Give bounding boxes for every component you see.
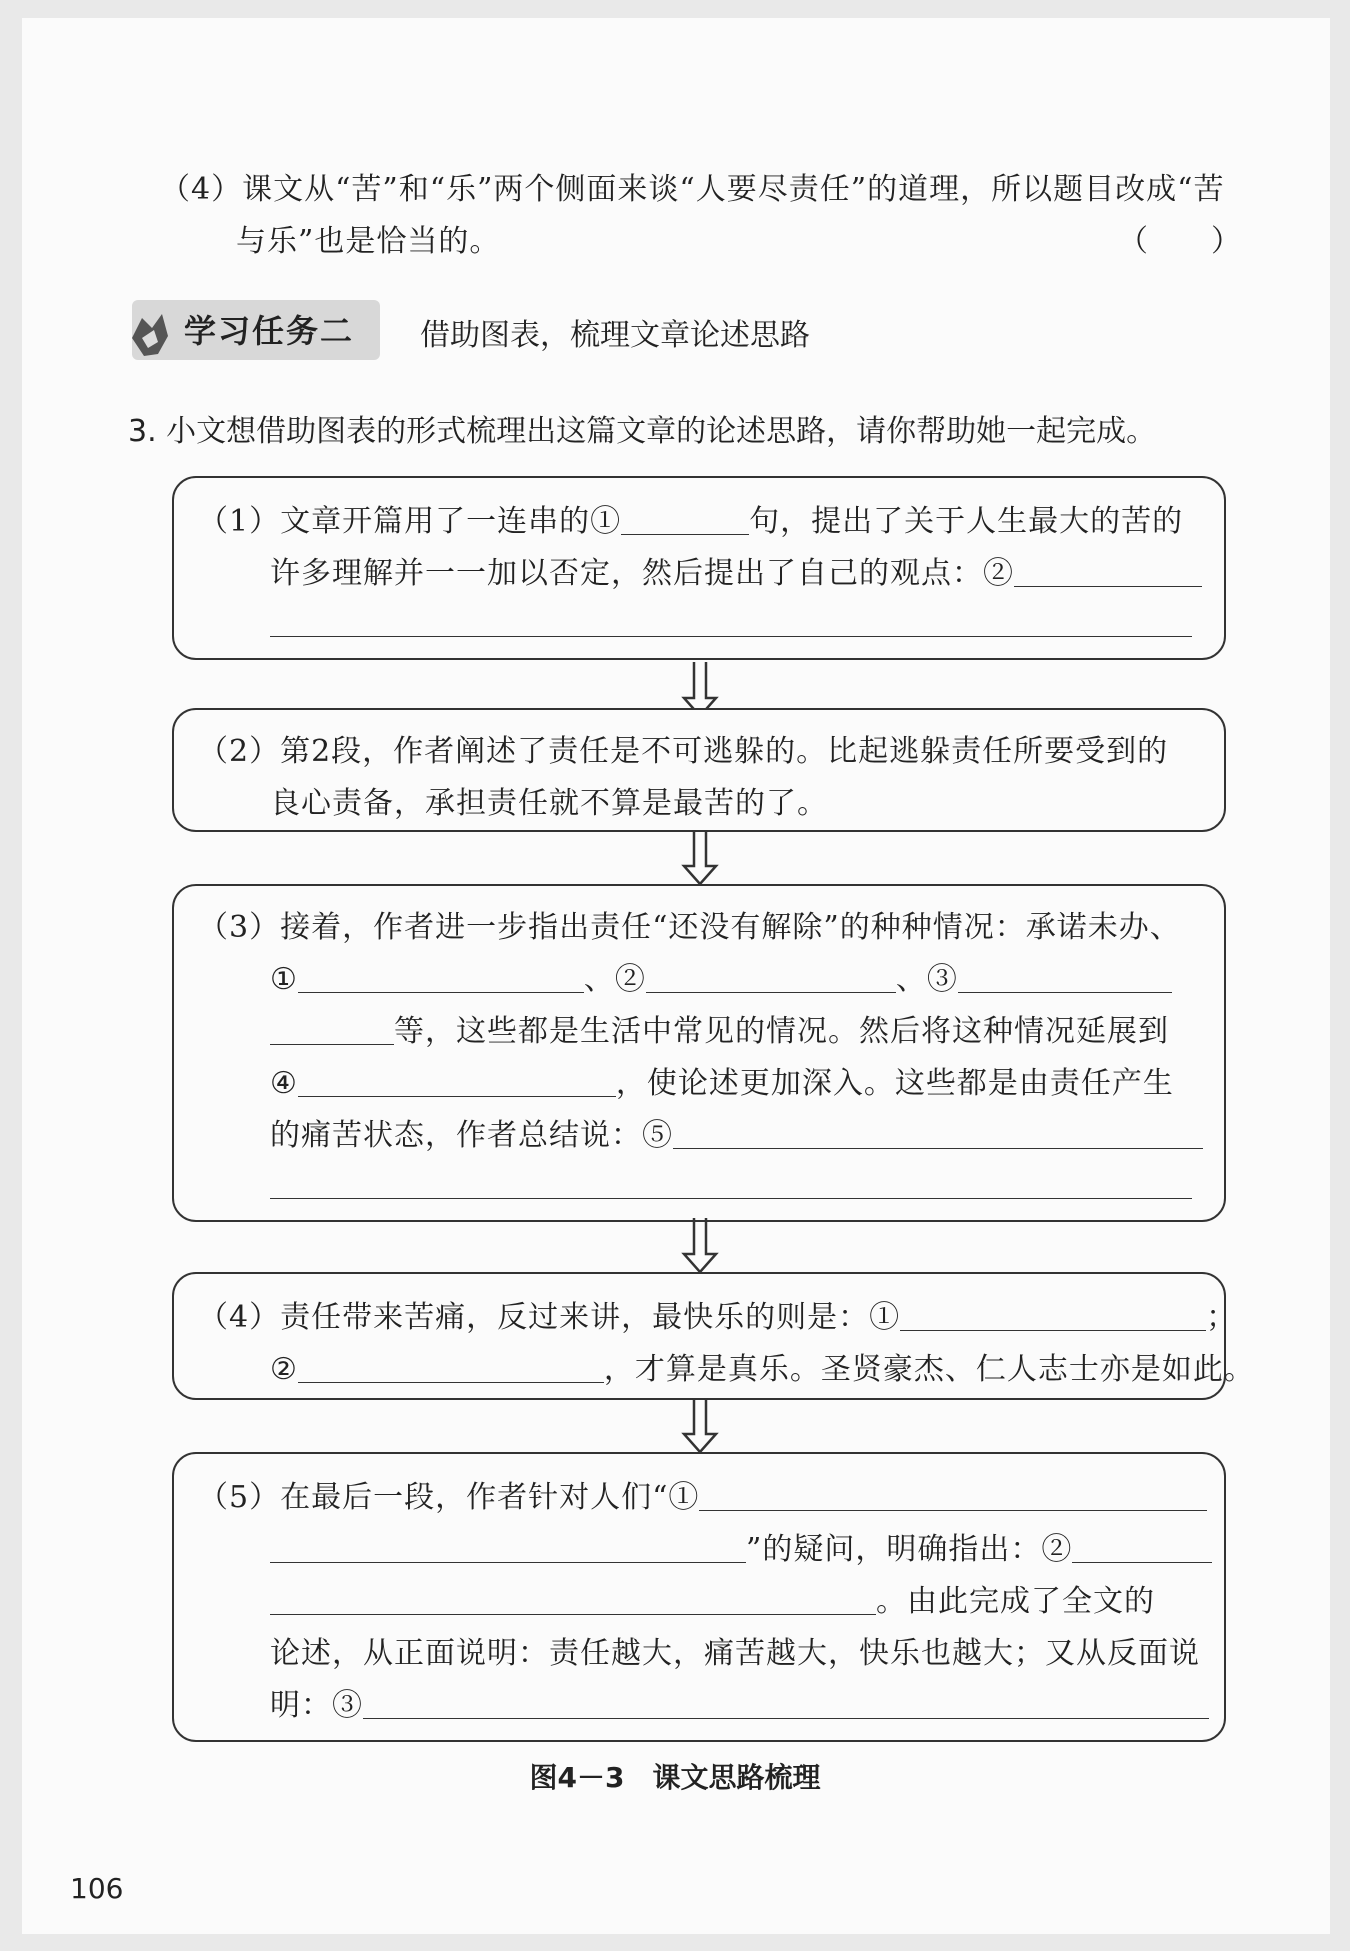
box4-line1 [198,1292,1237,1336]
box5-line1 [198,1472,1207,1516]
down-arrow-icon [680,830,720,886]
box1-line2-text: 许多理解并一一加以否定，然后提出了自己的观点：② [270,556,1014,591]
box3-blank-3-cont[interactable] [270,1014,394,1045]
box5-blank-1-cont[interactable] [270,1532,746,1563]
box3-line3 [270,1006,1169,1050]
box3-blank-3[interactable] [958,962,1172,993]
box5-line5-text: 明：③ [270,1688,363,1723]
box1-blank-1[interactable] [621,504,749,535]
item4-line2: 与乐”也是恰当的。 [236,224,501,259]
box5-blank-1[interactable] [699,1480,1207,1511]
down-arrow-icon [680,1398,720,1454]
box5-line2 [270,1524,1212,1568]
box3-line5 [270,1110,1203,1154]
box1-line2 [270,548,1202,592]
box3-marker-4: ④ [270,1066,298,1101]
leaf-decoration-icon [128,308,172,360]
box4-line1-end: ； [1206,1300,1238,1335]
box5-line3-text: 。由此完成了全文的 [876,1584,1155,1619]
box3-blank-1[interactable] [298,962,584,993]
box2-line2: 良心责备，承担责任就不算是最苦的了。 [270,786,828,821]
box1-answer-line[interactable] [270,636,1192,637]
box4-line1-text: （4）责任带来苦痛，反过来讲，最快乐的则是：① [198,1300,901,1335]
box3-marker-3: 、③ [895,962,958,997]
box4-blank-1[interactable] [900,1300,1206,1331]
box4-marker-2: ② [270,1352,298,1387]
box1-line1-a: （1）文章开篇用了一连串的① [198,504,622,539]
box3-blank-2[interactable] [646,962,896,993]
box3-marker-2: 、② [583,962,646,997]
box5-blank-2[interactable] [1072,1532,1212,1563]
down-arrow-icon [680,1218,720,1274]
task-badge-label: 学习任务二 [184,312,355,350]
box5-line4: 论述，从正面说明：责任越大，痛苦越大，快乐也越大；又从反面说 [270,1636,1200,1671]
figure-caption: 图4－3 课文思路梳理 [529,1761,821,1794]
box3-blank-4[interactable] [298,1066,616,1097]
box3-line5-text: 的痛苦状态，作者总结说：⑤ [270,1118,673,1153]
box3-line4 [270,1058,1174,1102]
box5-blank-3[interactable] [363,1688,1209,1719]
box3-line1: （3）接着，作者进一步指出责任“还没有解除”的种种情况：承诺未办、 [198,910,1181,945]
box5-line5 [270,1680,1209,1724]
box2-line1: （2）第2段，作者阐述了责任是不可逃躲的。比起逃躲责任所要受到的 [198,734,1169,769]
box3-answer-line[interactable] [270,1198,1192,1199]
box1-blank-2[interactable] [1014,556,1202,587]
box3-line2 [270,954,1172,998]
answer-paren[interactable]: （ ） [1118,224,1242,259]
box5-line1-text: （5）在最后一段，作者针对人们“① [198,1480,700,1515]
box1-line1-b: 句，提出了关于人生最大的苦的 [749,504,1184,539]
box3-marker-1: ① [270,962,298,997]
box3-blank-5[interactable] [673,1118,1203,1149]
question-3: 3. 小文想借助图表的形式梳理出这篇文章的论述思路，请你帮助她一起完成。 [128,414,1157,449]
box5-blank-2-cont[interactable] [270,1584,876,1615]
box3-line4-text: ，使论述更加深入。这些都是由责任产生 [615,1066,1174,1101]
box4-blank-2[interactable] [298,1352,604,1383]
box4-line2 [270,1344,1255,1388]
box5-line3 [270,1576,1155,1620]
box1-line1 [198,496,1183,540]
page-number: 106 [70,1872,124,1905]
task-title: 借助图表，梳理文章论述思路 [420,318,810,353]
box5-line2-text: ”的疑问，明确指出：② [746,1532,1073,1567]
box4-line2-text: ，才算是真乐。圣贤豪杰、仁人志士亦是如此。 [603,1352,1255,1387]
item4-line1: （4）课文从“苦”和“乐”两个侧面来谈“人要尽责任”的道理，所以题目改成“苦 [160,172,1225,207]
box3-line3-text: 等，这些都是生活中常见的情况。然后将这种情况延展到 [394,1014,1169,1049]
